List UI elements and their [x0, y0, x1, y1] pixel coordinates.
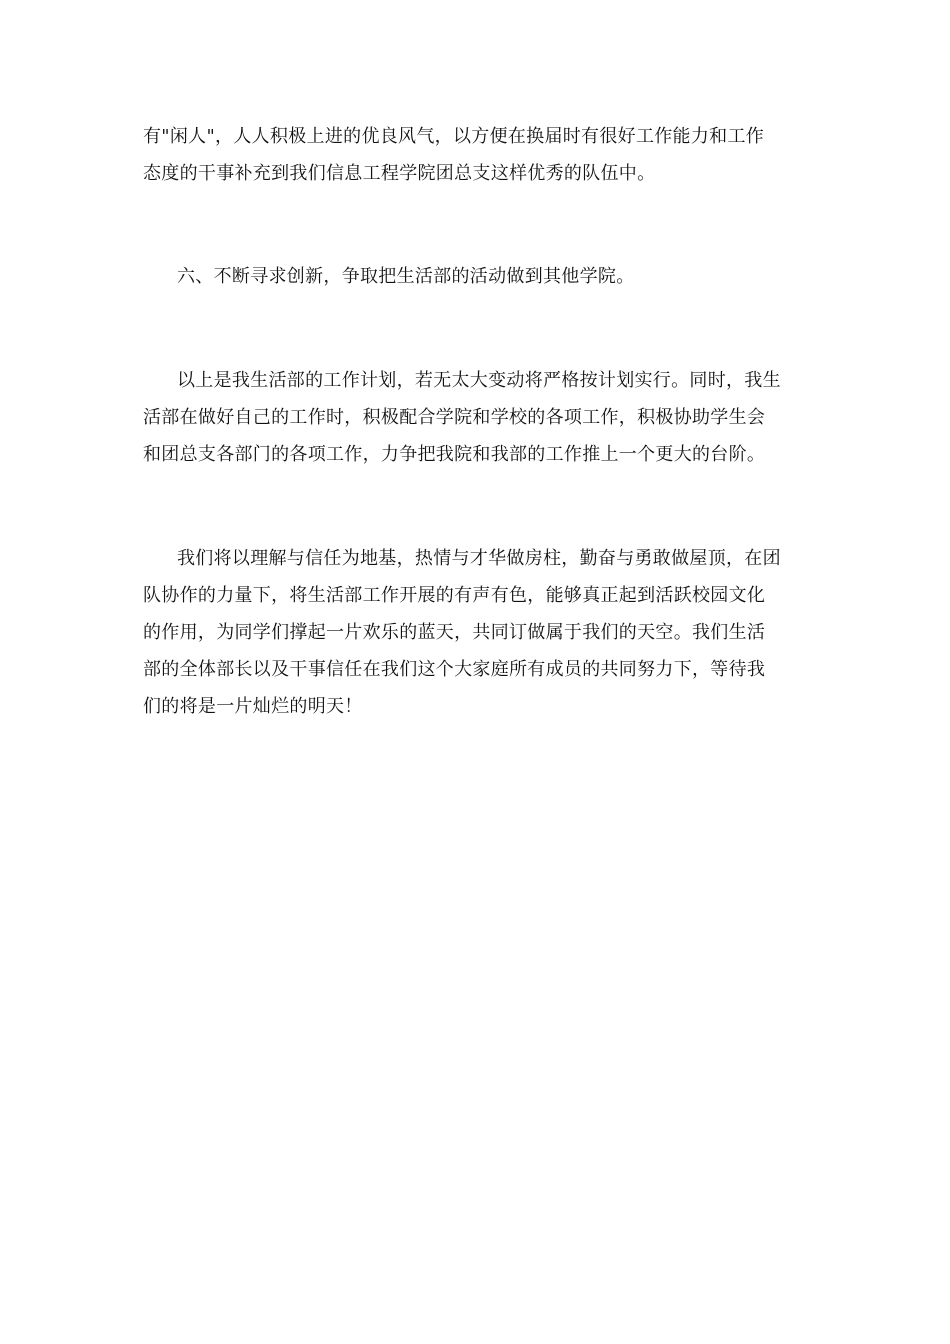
text-line: 和团总支各部门的各项工作，力争把我院和我部的工作推上一个更大的台阶。	[143, 444, 766, 465]
text-line: 的作用，为同学们撑起一片欢乐的蓝天，共同订做属于我们的天空。我们生活	[143, 622, 766, 643]
text-line: 六、不断寻求创新，争取把生活部的活动做到其他学院。	[177, 266, 635, 287]
text-line: 部的全体部长以及干事信任在我们这个大家庭所有成员的共同努力下，等待我	[143, 659, 766, 680]
text-line: 活部在做好自己的工作时，积极配合学院和学校的各项工作，积极协助学生会	[143, 407, 766, 428]
text-line: 我们将以理解与信任为地基，热情与才华做房柱，勤奋与勇敢做屋顶，在团	[177, 548, 781, 569]
paragraph-continuation	[143, 118, 807, 192]
text-line: 态度的干事补充到我们信息工程学院团总支这样优秀的队伍中。	[143, 163, 656, 184]
text-line: 队协作的力量下，将生活部工作开展的有声有色，能够真正起到活跃校园文化	[143, 585, 766, 606]
text-line: 以上是我生活部的工作计划，若无太大变动将严格按计划实行。同时，我生	[177, 370, 781, 391]
text-line: 有"闲人"，人人积极上进的优良风气，以方便在换届时有很好工作能力和工作	[143, 126, 765, 147]
text-line: 们的将是一片灿烂的明天！	[143, 696, 363, 717]
paragraph-closing	[143, 540, 807, 725]
paragraph-item-six	[143, 258, 807, 295]
paragraph-summary	[143, 362, 807, 473]
